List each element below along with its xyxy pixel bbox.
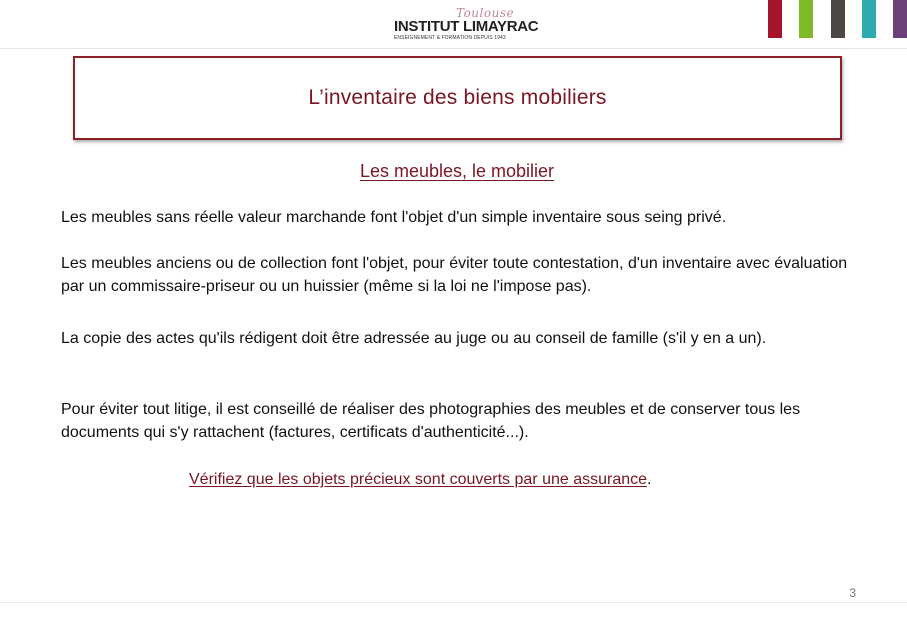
color-bar (893, 0, 907, 38)
paragraph-4: Pour éviter tout litige, il est conseillé de réaliser des photographies des meubles et de conserver tous les documents qui s'y rattachent (factures, certificats d'authenticité...). (61, 401, 801, 441)
insurance-warning (189, 468, 651, 491)
header-divider (0, 48, 907, 49)
color-bar (862, 0, 876, 38)
footer-divider (0, 602, 907, 603)
paragraph-2: Les meubles anciens ou de collection font l'objet, pour éviter toute contestation, d'un inventaire avec évaluation par un commissaire-priseur ou un huissier (même si la loi ne l'impose pas). (61, 255, 848, 295)
color-bar (768, 0, 782, 38)
institut-limayrac-logo (392, 6, 539, 42)
warning-period: . (647, 471, 652, 488)
warning-text: Vérifiez que les objets précieux sont couverts par une assurance (189, 471, 648, 488)
color-bar (831, 0, 845, 38)
logo-script-text: Toulouse (456, 6, 515, 20)
logo-tagline: ENSEIGNEMENT & FORMATION DEPUIS 1943 (394, 35, 506, 41)
color-bar (799, 0, 813, 38)
subtitle-text: Les meubles, le mobilier (359, 161, 555, 181)
page-number: 3 (849, 586, 856, 600)
slide-subtitle (0, 161, 907, 182)
title-box (73, 56, 842, 140)
slide-title: L’inventaire des biens mobiliers (308, 86, 607, 109)
paragraph-3: La copie des actes qu'ils rédigent doit être adressée au juge ou au conseil de famille (s'il y en a un). (61, 330, 767, 347)
logo-main-text: INSTITUT LIMAYRAC (394, 18, 539, 35)
paragraph-1: Les meubles sans réelle valeur marchande font l'objet d'un simple inventaire sous seing privé. (61, 209, 727, 226)
